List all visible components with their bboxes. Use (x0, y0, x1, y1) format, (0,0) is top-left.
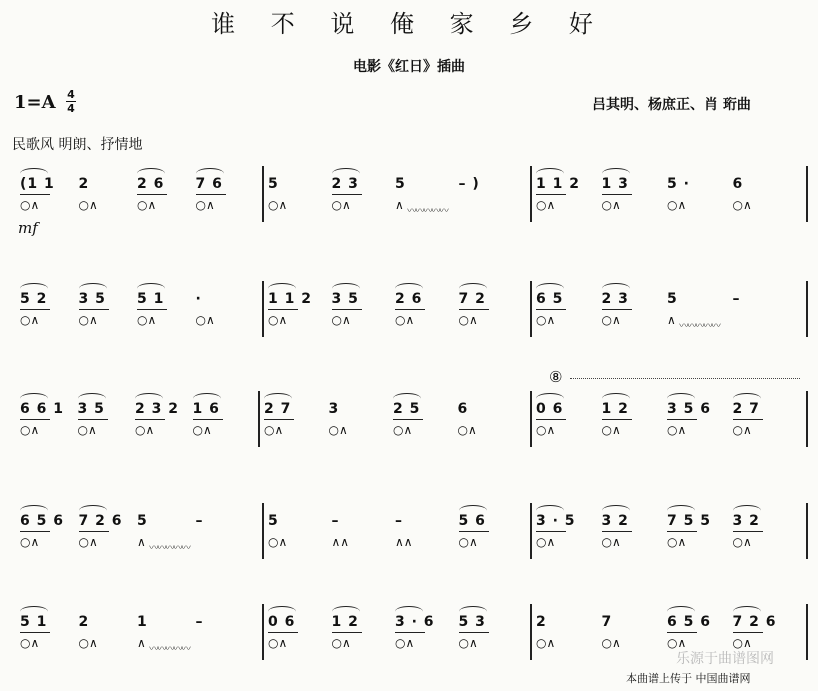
tremolo-wave: 〰〰〰〰〰 (407, 206, 447, 217)
jianpu-note: 5 3 (458, 614, 486, 630)
jianpu-note: 5 · (667, 176, 690, 192)
jianpu-note: 5 (667, 291, 678, 307)
beam-underline (268, 309, 298, 310)
jianpu-note: 2 (78, 614, 90, 630)
strum-mark: ○∧ (395, 636, 415, 650)
strum-mark: ∧∧ (331, 535, 350, 549)
strum-mark: ○∧ (732, 198, 752, 212)
beam-underline (536, 419, 566, 420)
jianpu-note: (1 1 (20, 176, 55, 192)
beam-underline (193, 419, 223, 420)
slur (395, 606, 423, 617)
jianpu-note: 5 1 (137, 291, 165, 307)
beam-underline (602, 309, 632, 310)
slur (602, 283, 630, 294)
strum-mark: ○∧ (195, 198, 215, 212)
strum-mark: ○∧ (137, 198, 157, 212)
jianpu-note: 6 6 1 (20, 401, 64, 417)
jianpu-note: 3 5 (331, 291, 359, 307)
beam-underline (332, 632, 362, 633)
jianpu-note: 3 5 (77, 401, 105, 417)
strum-mark: ○∧ (536, 535, 556, 549)
slur (193, 393, 221, 404)
strum-mark: ○∧ (331, 636, 351, 650)
slur (459, 606, 487, 617)
slur (395, 283, 423, 294)
slur (20, 606, 48, 617)
barline (806, 391, 808, 447)
strum-mark: ○∧ (78, 198, 98, 212)
strum-mark: ○∧ (536, 636, 556, 650)
dynamic-marking: mf (18, 219, 38, 237)
barline (530, 391, 532, 447)
strum-mark: ○∧ (331, 313, 351, 327)
jianpu-note: 3 2 (601, 513, 629, 529)
barline (530, 281, 532, 337)
strum-mark: ○∧ (264, 423, 284, 437)
beam-underline (733, 632, 763, 633)
jianpu-note: 2 (78, 176, 90, 192)
jianpu-note: 2 3 2 (135, 401, 179, 417)
strum-mark: ○∧ (601, 423, 621, 437)
strum-mark: ○∧ (667, 535, 687, 549)
slur (667, 393, 695, 404)
strum-mark: ○∧ (137, 313, 157, 327)
strum-mark: ∧ (137, 535, 146, 549)
beam-underline (135, 419, 165, 420)
beam-underline (395, 632, 425, 633)
beam-underline (667, 531, 697, 532)
strum-mark: ○∧ (20, 313, 40, 327)
jianpu-note: 2 7 (732, 401, 760, 417)
strum-mark: ○∧ (601, 636, 621, 650)
strum-mark: ○∧ (78, 535, 98, 549)
jianpu-note: 5 2 (20, 291, 48, 307)
strum-mark: ○∧ (393, 423, 413, 437)
jianpu-note: 1 3 (601, 176, 629, 192)
jianpu-note: 3 2 (732, 513, 760, 529)
strum-mark: ○∧ (78, 313, 98, 327)
jianpu-note: 7 5 5 (667, 513, 711, 529)
slur (137, 168, 165, 179)
beam-underline (536, 531, 566, 532)
slur (602, 168, 630, 179)
staff-system (0, 160, 818, 240)
beam-underline (393, 419, 423, 420)
strum-mark: ○∧ (135, 423, 155, 437)
staff-system (0, 385, 818, 465)
beam-underline (459, 632, 489, 633)
rehearsal-mark: ⑧ (549, 368, 563, 386)
barline (806, 281, 808, 337)
jianpu-note: – (331, 513, 340, 529)
jianpu-note: 6 (457, 401, 469, 417)
staff-system (0, 497, 818, 577)
jianpu-note: 5 (137, 513, 148, 529)
barline (262, 166, 264, 222)
slur (268, 606, 296, 617)
strum-mark: ○∧ (536, 423, 556, 437)
beam-underline (20, 531, 50, 532)
slur (536, 283, 564, 294)
beam-underline (196, 194, 226, 195)
jianpu-note: 7 2 6 (732, 614, 777, 630)
slur (20, 393, 48, 404)
staff-system (0, 275, 818, 355)
strum-mark: ○∧ (667, 423, 687, 437)
beam-underline (20, 309, 50, 310)
staff-system (0, 598, 818, 678)
barline (262, 604, 264, 660)
jianpu-note: 1 (137, 614, 148, 630)
jianpu-note: 2 3 (331, 176, 359, 192)
barline (806, 503, 808, 559)
slur (536, 168, 564, 179)
strum-mark: ○∧ (20, 198, 40, 212)
slur (667, 606, 695, 617)
strum-mark: ○∧ (192, 423, 212, 437)
barline (262, 281, 264, 337)
rehearsal-dashed-line (570, 378, 800, 379)
barline (530, 604, 532, 660)
beam-underline (536, 309, 566, 310)
jianpu-note: 0 6 (268, 614, 296, 630)
slur (268, 283, 296, 294)
beam-underline (79, 309, 109, 310)
song-subtitle: 电影《红日》插曲 (353, 59, 465, 75)
slur (78, 393, 106, 404)
slur (79, 505, 107, 516)
strum-mark: ○∧ (601, 198, 621, 212)
slur (196, 168, 224, 179)
strum-mark: ○∧ (268, 198, 288, 212)
jianpu-note: – (195, 513, 204, 529)
strum-mark: ○∧ (268, 535, 288, 549)
strum-mark: ○∧ (732, 423, 752, 437)
watermark: 乐源于曲谱图网 (676, 651, 774, 667)
beam-underline (602, 419, 632, 420)
jianpu-note: 6 (732, 176, 744, 192)
slur (733, 393, 761, 404)
jianpu-note: – (195, 614, 204, 630)
jianpu-note: 2 6 (137, 176, 165, 192)
beam-underline (137, 309, 167, 310)
slur (536, 393, 564, 404)
barline (806, 604, 808, 660)
beam-underline (332, 309, 362, 310)
strum-mark: ○∧ (195, 313, 215, 327)
slur (264, 393, 292, 404)
jianpu-note: 7 6 (195, 176, 223, 192)
strum-mark: ○∧ (458, 313, 478, 327)
beam-underline (20, 632, 50, 633)
strum-mark: ○∧ (458, 636, 478, 650)
beam-underline (137, 194, 167, 195)
barline (530, 166, 532, 222)
strum-mark: ○∧ (331, 198, 351, 212)
strum-mark: ○∧ (667, 636, 687, 650)
strum-mark: ○∧ (732, 636, 752, 650)
jianpu-note: 7 (601, 614, 613, 630)
beam-underline (667, 632, 697, 633)
slur (79, 283, 107, 294)
strum-mark: ○∧ (536, 198, 556, 212)
jianpu-note: 6 5 (536, 291, 564, 307)
slur (459, 505, 487, 516)
strum-mark: ○∧ (601, 535, 621, 549)
barline (258, 391, 260, 447)
jianpu-note: 0 6 (536, 401, 564, 417)
strum-mark: ○∧ (667, 198, 687, 212)
jianpu-note: 5 (268, 176, 279, 192)
jianpu-note: 1 2 (601, 401, 629, 417)
jianpu-note: 1 1 2 (536, 176, 580, 192)
slur (20, 168, 48, 179)
slur (459, 283, 487, 294)
time-signature-top: 4 (67, 88, 75, 101)
jianpu-note: – (732, 291, 741, 307)
beam-underline (459, 531, 489, 532)
tremolo-wave: 〰〰〰〰〰 (149, 543, 189, 554)
slur (602, 505, 630, 516)
strum-mark: ∧ (137, 636, 146, 650)
beam-underline (264, 419, 294, 420)
slur (332, 168, 360, 179)
beam-underline (78, 419, 108, 420)
jianpu-note: 3 · 6 (395, 614, 435, 630)
strum-mark: ○∧ (457, 423, 477, 437)
jianpu-note: 2 3 (601, 291, 629, 307)
strum-mark: ○∧ (458, 535, 478, 549)
beam-underline (459, 309, 489, 310)
key-signature: 1=A (14, 92, 56, 113)
jianpu-note: 7 2 (458, 291, 486, 307)
jianpu-note: 1 6 (192, 401, 220, 417)
jianpu-note: 2 6 (395, 291, 423, 307)
time-signature-bottom: 4 (67, 102, 75, 115)
jianpu-note: 3 · 5 (536, 513, 576, 529)
strum-mark: ○∧ (20, 636, 40, 650)
beam-underline (395, 309, 425, 310)
jianpu-note: · (195, 291, 202, 307)
jianpu-note: 1 1 2 (268, 291, 312, 307)
strum-mark: ∧ (667, 313, 676, 327)
strum-mark: ○∧ (328, 423, 348, 437)
footer-credit: 本曲谱上传于 中国曲谱网 (626, 672, 751, 685)
beam-underline (79, 531, 109, 532)
jianpu-note: 5 (395, 176, 406, 192)
strum-mark: ○∧ (395, 313, 415, 327)
slur (667, 505, 695, 516)
jianpu-note: 3 5 (78, 291, 106, 307)
barline (806, 166, 808, 222)
barline (262, 503, 264, 559)
slur (137, 283, 165, 294)
tremolo-wave: 〰〰〰〰〰 (149, 644, 189, 655)
time-signature (66, 88, 76, 115)
beam-underline (332, 194, 362, 195)
jianpu-note: 2 5 (393, 401, 421, 417)
beam-underline (733, 531, 763, 532)
strum-mark: ○∧ (20, 423, 40, 437)
strum-mark: ○∧ (732, 535, 752, 549)
strum-mark: ∧∧ (395, 535, 413, 549)
jianpu-note: 6 5 6 (667, 614, 711, 630)
beam-underline (20, 194, 50, 195)
slur (20, 505, 48, 516)
jianpu-note: 5 1 (20, 614, 48, 630)
composer-credit: 吕其明、杨庶正、肖 珩曲 (592, 97, 751, 113)
strum-mark: ○∧ (601, 313, 621, 327)
strum-mark: ○∧ (268, 636, 288, 650)
jianpu-note: 1 2 (331, 614, 359, 630)
jianpu-note: 2 7 (264, 401, 292, 417)
strum-mark: ○∧ (268, 313, 288, 327)
strum-mark: ○∧ (77, 423, 97, 437)
beam-underline (733, 419, 763, 420)
strum-mark: ○∧ (536, 313, 556, 327)
slur (602, 393, 630, 404)
slur (332, 283, 360, 294)
slur (20, 283, 48, 294)
slur (536, 505, 564, 516)
beam-underline (602, 531, 632, 532)
song-title: 谁 不 说 俺 家 乡 好 (211, 10, 607, 38)
jianpu-note: 2 (536, 614, 547, 630)
performance-style: 民歌风 明朗、抒情地 (12, 137, 143, 153)
slur (733, 505, 761, 516)
beam-underline (536, 194, 566, 195)
jianpu-note: 5 6 (458, 513, 486, 529)
strum-mark: ○∧ (20, 535, 40, 549)
slur (135, 393, 163, 404)
jianpu-note: 5 (268, 513, 279, 529)
beam-underline (20, 419, 50, 420)
slur (332, 606, 360, 617)
jianpu-note: 6 5 6 (20, 513, 64, 529)
jianpu-note: 7 2 6 (78, 513, 123, 529)
tremolo-wave: 〰〰〰〰〰 (679, 321, 719, 332)
jianpu-note: 3 (328, 401, 340, 417)
beam-underline (667, 419, 697, 420)
jianpu-note: – ) (458, 176, 480, 192)
jianpu-note: 3 5 6 (667, 401, 711, 417)
slur (393, 393, 421, 404)
strum-mark: ○∧ (78, 636, 98, 650)
slur (733, 606, 761, 617)
strum-mark: ∧ (395, 198, 404, 212)
beam-underline (602, 194, 632, 195)
barline (530, 503, 532, 559)
jianpu-note: – (395, 513, 403, 529)
beam-underline (268, 632, 298, 633)
